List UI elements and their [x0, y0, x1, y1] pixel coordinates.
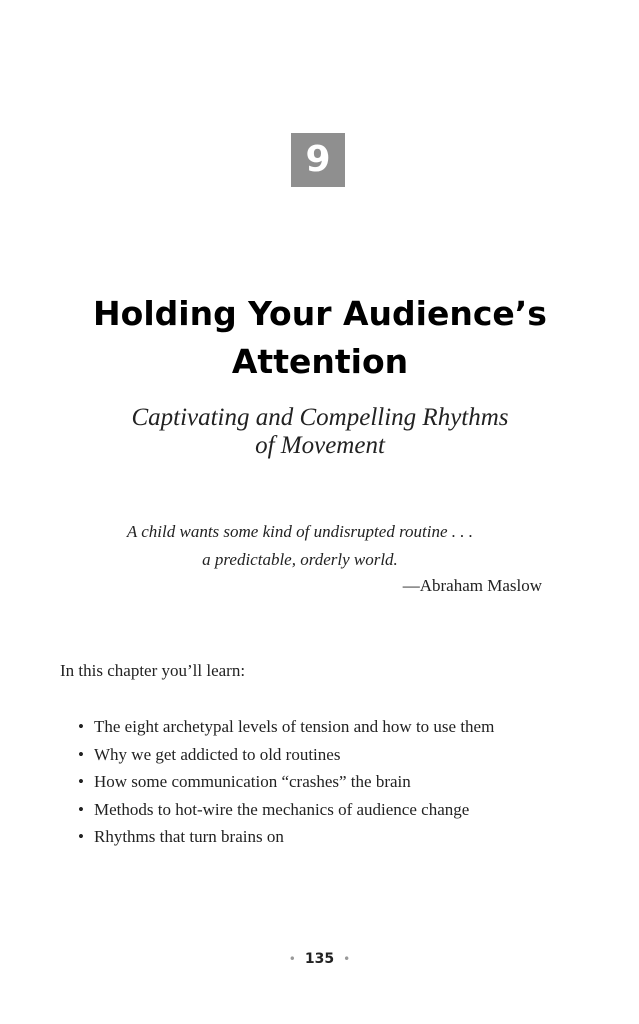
- list-item: [78, 768, 494, 796]
- list-item-text: Methods to hot-wire the mechanics of audience change: [94, 799, 470, 819]
- list-item-text: How some communication “crashes” the brain: [94, 772, 411, 791]
- bullet-icon: •: [78, 772, 84, 791]
- list-item-text: The eight archetypal levels of tension and how to use them: [94, 717, 495, 736]
- list-item: [78, 823, 494, 851]
- epigraph-attribution: —Abraham Maslow: [402, 576, 542, 595]
- bullet-icon: •: [78, 717, 84, 736]
- chapter-subtitle: [60, 404, 580, 460]
- intro-text: In this chapter you’ll learn:: [60, 661, 246, 680]
- list-item-text: Why we get addicted to old routines: [94, 744, 341, 764]
- chapter-title-line-2: Attention: [231, 342, 409, 381]
- separator-dot-left: •: [288, 952, 296, 966]
- chapter-title: [60, 290, 580, 386]
- separator-dot-right: •: [343, 952, 351, 966]
- page-number-footer: [0, 948, 639, 970]
- list-item-text: Rhythms that turn brains on: [94, 827, 284, 846]
- chapter-subtitle-line-2: of Movement: [255, 432, 385, 459]
- page-number: 135: [304, 951, 335, 967]
- list-item: [78, 713, 494, 741]
- chapter-number-badge: 9: [291, 133, 345, 187]
- list-item: [78, 796, 494, 824]
- learning-points-list: [78, 713, 494, 851]
- chapter-subtitle-line-1: Captivating and Compelling Rhythms: [131, 404, 509, 431]
- chapter-title-line-1: Holding Your Audience’s: [93, 294, 547, 333]
- list-item: [78, 741, 494, 769]
- epigraph-line-1: A child wants some kind of undisrupted routine . . .: [126, 522, 474, 541]
- epigraph-line-2: a predictable, orderly world.: [202, 550, 398, 569]
- epigraph-quote: [80, 518, 520, 574]
- bullet-icon: •: [78, 744, 84, 764]
- bullet-icon: •: [78, 799, 84, 819]
- bullet-icon: •: [78, 827, 84, 846]
